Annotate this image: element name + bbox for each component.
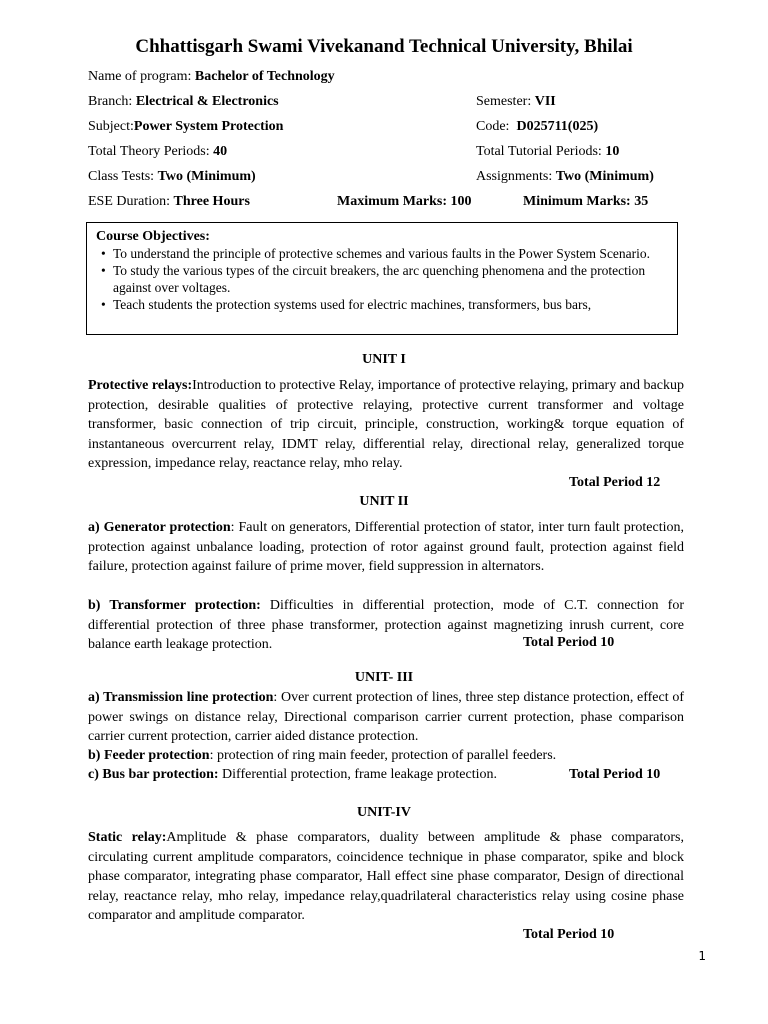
assign-value: Two (Minimum) bbox=[555, 169, 654, 184]
unit-3-a-lead: a) Transmission line protection bbox=[88, 690, 274, 705]
subject-label: Subject: bbox=[88, 119, 134, 134]
objective-item: • Teach students the protection systems used for electric machines, transformers, bus bars, bbox=[87, 296, 677, 313]
unit-3-part-a bbox=[88, 688, 684, 747]
unit-4-text: Amplitude & phase comparators, duality between amplitude & phase comparators, circulating current amplitude comparators, coincidence technique in phase comparator, spike and block phase comparator, integrating phase comparator, Hall effect sine phase comparator, Design of directional relay, reactance relay, mho relay, impedance relay,quadrilateral characteristics relay using cosine phase comparator and amplitude comparator. bbox=[88, 830, 684, 923]
tutorial-label: Total Tutorial Periods: bbox=[476, 144, 606, 159]
unit-3-b-text: : protection of ring main feeder, protection of parallel feeders. bbox=[209, 748, 557, 763]
course-objectives-box bbox=[86, 222, 678, 335]
minimum-marks: Minimum Marks: 35 bbox=[523, 194, 649, 209]
university-title: Chhattisgarh Swami Vivekanand Technical University, Bhilai bbox=[135, 36, 633, 57]
branch-label: Branch: bbox=[88, 94, 136, 109]
program-label: Name of program: bbox=[88, 69, 195, 84]
theory-label: Total Theory Periods: bbox=[88, 144, 214, 159]
unit-4-content bbox=[88, 828, 684, 926]
ese-label: ESE Duration: bbox=[88, 194, 174, 209]
ese-duration-line bbox=[88, 193, 250, 211]
tests-label: Class Tests: bbox=[88, 169, 158, 184]
class-tests-line bbox=[88, 168, 256, 186]
tests-value: Two (Minimum) bbox=[157, 169, 256, 184]
unit-3-part-c bbox=[88, 765, 548, 785]
unit-3-part-b bbox=[88, 746, 684, 766]
code-label: Code: bbox=[476, 119, 517, 134]
ese-value: Three Hours bbox=[173, 194, 250, 209]
tutorial-value: 10 bbox=[605, 144, 620, 159]
theory-periods-line bbox=[88, 143, 227, 161]
unit-2-title: UNIT II bbox=[359, 494, 409, 509]
unit-1-text: Introduction to protective Relay, importance of protective relaying, primary and backup protection, desirable qualities of protective relaying, protective current transformer and voltage transformer, basic connection of trip circuit, principle, construction, working& torque equation of instantaneous overcurrent relay, IDMT relay, differential relay, directional relay, generalized torque expression, impedance relay, reactance relay, mho relay. bbox=[88, 378, 684, 471]
unit-3-b-lead: b) Feeder protection bbox=[88, 748, 210, 763]
code-line bbox=[476, 118, 598, 136]
program-line bbox=[88, 68, 335, 86]
unit-2-b-text: Difficulties in differential protection, mode of C.T. connection for differential protection of three phase transformer, protection against magnetizing inrush current, core balance earth leakage protection. bbox=[88, 598, 684, 652]
assignments-line bbox=[476, 168, 654, 186]
unit-3-a-text: : Over current protection of lines, three step distance protection, effect of power swings on distance relay, Directional comparison carrier current protection, phase comparison carrier current protection, carrier aided distance protection. bbox=[88, 690, 684, 744]
unit-2-a-lead: a) Generator protection bbox=[88, 520, 231, 535]
unit-2-b-lead: b) Transformer protection: bbox=[88, 598, 261, 613]
maximum-marks: Maximum Marks: 100 bbox=[337, 194, 472, 209]
semester-value: VII bbox=[534, 94, 556, 109]
unit-3-title: UNIT- III bbox=[354, 670, 414, 685]
objectives-list bbox=[87, 245, 677, 313]
semester-line bbox=[476, 93, 556, 111]
unit-1-title: UNIT I bbox=[362, 352, 406, 367]
program-value: Bachelor of Technology bbox=[194, 69, 335, 84]
objectives-heading: Course Objectives: bbox=[96, 229, 210, 244]
assign-label: Assignments: bbox=[476, 169, 556, 184]
code-value: D025711(025) bbox=[516, 119, 599, 134]
unit-1-total-period: Total Period 12 bbox=[569, 475, 661, 490]
unit-2-a-text: : Fault on generators, Differential protection of stator, inter turn fault protection, protection against unbalance loading, protection of rotor against ground fault, protection against field failure, protection against failure of prime mover, field suppression in alternators. bbox=[88, 520, 684, 574]
subject-line bbox=[88, 118, 283, 136]
unit-4-lead: Static relay: bbox=[88, 830, 167, 845]
page-number: 1 bbox=[698, 949, 706, 963]
unit-3-total-period: Total Period 10 bbox=[569, 767, 661, 782]
tutorial-periods-line bbox=[476, 143, 619, 161]
unit-4-title: UNIT-IV bbox=[357, 805, 411, 820]
unit-2-total-period: Total Period 10 bbox=[523, 635, 615, 650]
unit-3-c-lead: c) Bus bar protection: bbox=[88, 767, 219, 782]
subject-value: Power System Protection bbox=[133, 119, 284, 134]
unit-4-total-period: Total Period 10 bbox=[523, 927, 615, 942]
unit-3-c-text: Differential protection, frame leakage protection. bbox=[218, 767, 497, 782]
objective-item: • To understand the principle of protective schemes and various faults in the Power System Scenario. bbox=[87, 245, 677, 262]
branch-value: Electrical & Electronics bbox=[135, 94, 279, 109]
theory-value: 40 bbox=[213, 144, 228, 159]
semester-label: Semester: bbox=[476, 94, 535, 109]
unit-1-lead: Protective relays: bbox=[88, 378, 193, 393]
branch-line bbox=[88, 93, 279, 111]
objective-item: • To study the various types of the circuit breakers, the arc quenching phenomena and the protection against over voltages. bbox=[87, 262, 677, 296]
unit-1-content bbox=[88, 376, 684, 474]
unit-2-part-a bbox=[88, 518, 684, 577]
